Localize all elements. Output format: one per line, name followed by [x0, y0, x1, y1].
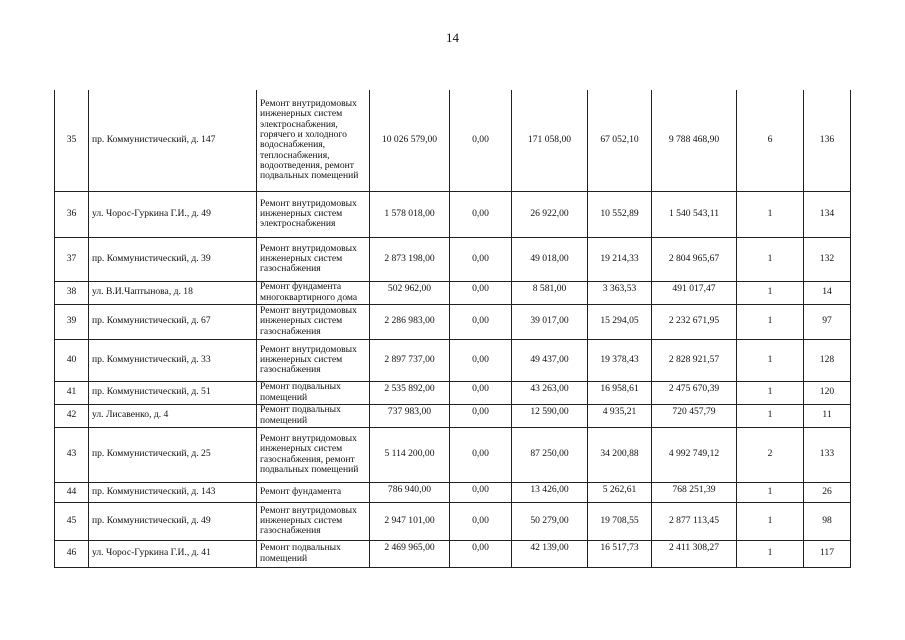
total-cost-cell: 786 940,00: [370, 482, 450, 502]
amount-cell: 2 828 921,57: [652, 339, 737, 381]
total-cost-cell: 2 469 965,00: [370, 540, 450, 567]
table-row: [55, 540, 851, 567]
address-cell: ул. Чорос-Гуркина Г.И., д. 49: [89, 191, 257, 237]
repair-registry-table: [54, 90, 851, 568]
amount-cell: 43 263,00: [512, 381, 588, 404]
table-row: [55, 237, 851, 281]
count-cell: 1: [737, 304, 804, 339]
table-row: [55, 381, 851, 404]
total-cost-cell: 2 897 737,00: [370, 339, 450, 381]
table-row: [55, 482, 851, 502]
amount-cell: 10 552,89: [588, 191, 652, 237]
amount-cell: 0,00: [450, 482, 512, 502]
amount-cell: 0,00: [450, 237, 512, 281]
address-cell: пр. Коммунистический, д. 51: [89, 381, 257, 404]
amount-cell: 1 540 543,11: [652, 191, 737, 237]
amount-cell: 2 877 113,45: [652, 502, 737, 540]
count-cell: 1: [737, 191, 804, 237]
count-cell: 117: [804, 540, 851, 567]
page-number: 14: [446, 30, 459, 45]
amount-cell: 0,00: [450, 304, 512, 339]
total-cost-cell: 2 286 983,00: [370, 304, 450, 339]
count-cell: 1: [737, 339, 804, 381]
amount-cell: 0,00: [450, 427, 512, 482]
amount-cell: 19 214,33: [588, 237, 652, 281]
address-cell: ул. Чорос-Гуркина Г.И., д. 41: [89, 540, 257, 567]
address-cell: пр. Коммунистический, д. 147: [89, 90, 257, 191]
amount-cell: 0,00: [450, 404, 512, 427]
work-description-cell: Ремонт внутридомовых инженерных систем электроснабжения: [257, 191, 370, 237]
table-row: [55, 427, 851, 482]
amount-cell: 87 250,00: [512, 427, 588, 482]
amount-cell: 16 517,73: [588, 540, 652, 567]
total-cost-cell: 5 114 200,00: [370, 427, 450, 482]
address-cell: ул. Лисавенко, д. 4: [89, 404, 257, 427]
address-cell: ул. В.И.Чаптынова, д. 18: [89, 281, 257, 304]
address-cell: пр. Коммунистический, д. 67: [89, 304, 257, 339]
table-row: [55, 191, 851, 237]
amount-cell: 0,00: [450, 339, 512, 381]
address-cell: пр. Коммунистический, д. 39: [89, 237, 257, 281]
count-cell: 6: [737, 90, 804, 191]
total-cost-cell: 737 983,00: [370, 404, 450, 427]
work-description-cell: Ремонт внутридомовых инженерных систем газоснабжения: [257, 237, 370, 281]
amount-cell: 26 922,00: [512, 191, 588, 237]
table-row: [55, 304, 851, 339]
count-cell: 26: [804, 482, 851, 502]
table-row: [55, 502, 851, 540]
amount-cell: 0,00: [450, 90, 512, 191]
amount-cell: 19 708,55: [588, 502, 652, 540]
amount-cell: 9 788 468,90: [652, 90, 737, 191]
amount-cell: 491 017,47: [652, 281, 737, 304]
amount-cell: 13 426,00: [512, 482, 588, 502]
work-description-cell: Ремонт внутридомовых инженерных систем электроснабжения, горячего и холодного водоснабжения, теплоснабжения, водоотведения, ремонт подвальных помещений: [257, 90, 370, 191]
work-description-cell: Ремонт подвальных помещений: [257, 540, 370, 567]
count-cell: 128: [804, 339, 851, 381]
total-cost-cell: 502 962,00: [370, 281, 450, 304]
work-description-cell: Ремонт внутридомовых инженерных систем газоснабжения: [257, 304, 370, 339]
amount-cell: 3 363,53: [588, 281, 652, 304]
amount-cell: 67 052,10: [588, 90, 652, 191]
amount-cell: 2 411 308,27: [652, 540, 737, 567]
count-cell: 120: [804, 381, 851, 404]
amount-cell: 49 437,00: [512, 339, 588, 381]
count-cell: 1: [737, 540, 804, 567]
amount-cell: 0,00: [450, 281, 512, 304]
work-description-cell: Ремонт фундамента многоквартирного дома: [257, 281, 370, 304]
count-cell: 136: [804, 90, 851, 191]
row-number: 44: [55, 482, 89, 502]
table-row: [55, 281, 851, 304]
row-number: 35: [55, 90, 89, 191]
work-description-cell: Ремонт внутридомовых инженерных систем газоснабжения: [257, 339, 370, 381]
amount-cell: 15 294,05: [588, 304, 652, 339]
amount-cell: 50 279,00: [512, 502, 588, 540]
work-description-cell: Ремонт внутридомовых инженерных систем газоснабжения, ремонт подвальных помещений: [257, 427, 370, 482]
amount-cell: 42 139,00: [512, 540, 588, 567]
row-number: 42: [55, 404, 89, 427]
count-cell: 97: [804, 304, 851, 339]
amount-cell: 34 200,88: [588, 427, 652, 482]
amount-cell: 0,00: [450, 502, 512, 540]
count-cell: 1: [737, 281, 804, 304]
count-cell: 1: [737, 502, 804, 540]
amount-cell: 49 018,00: [512, 237, 588, 281]
table-row: [55, 339, 851, 381]
amount-cell: 19 378,43: [588, 339, 652, 381]
total-cost-cell: 10 026 579,00: [370, 90, 450, 191]
row-number: 36: [55, 191, 89, 237]
amount-cell: 2 232 671,95: [652, 304, 737, 339]
total-cost-cell: 2 535 892,00: [370, 381, 450, 404]
count-cell: 2: [737, 427, 804, 482]
count-cell: 11: [804, 404, 851, 427]
table-row: [55, 90, 851, 191]
row-number: 46: [55, 540, 89, 567]
count-cell: 133: [804, 427, 851, 482]
amount-cell: 16 958,61: [588, 381, 652, 404]
row-number: 39: [55, 304, 89, 339]
amount-cell: 0,00: [450, 191, 512, 237]
row-number: 37: [55, 237, 89, 281]
amount-cell: 171 058,00: [512, 90, 588, 191]
total-cost-cell: 1 578 018,00: [370, 191, 450, 237]
amount-cell: 12 590,00: [512, 404, 588, 427]
row-number: 40: [55, 339, 89, 381]
amount-cell: 0,00: [450, 540, 512, 567]
count-cell: 1: [737, 482, 804, 502]
count-cell: 1: [737, 381, 804, 404]
amount-cell: 4 992 749,12: [652, 427, 737, 482]
count-cell: 134: [804, 191, 851, 237]
total-cost-cell: 2 873 198,00: [370, 237, 450, 281]
amount-cell: 0,00: [450, 381, 512, 404]
row-number: 41: [55, 381, 89, 404]
address-cell: пр. Коммунистический, д. 25: [89, 427, 257, 482]
table-body: [55, 90, 851, 567]
amount-cell: 4 935,21: [588, 404, 652, 427]
row-number: 45: [55, 502, 89, 540]
address-cell: пр. Коммунистический, д. 49: [89, 502, 257, 540]
amount-cell: 8 581,00: [512, 281, 588, 304]
row-number: 38: [55, 281, 89, 304]
work-description-cell: Ремонт фундамента: [257, 482, 370, 502]
total-cost-cell: 2 947 101,00: [370, 502, 450, 540]
amount-cell: 5 262,61: [588, 482, 652, 502]
amount-cell: 39 017,00: [512, 304, 588, 339]
address-cell: пр. Коммунистический, д. 33: [89, 339, 257, 381]
count-cell: 98: [804, 502, 851, 540]
amount-cell: 2 475 670,39: [652, 381, 737, 404]
amount-cell: 2 804 965,67: [652, 237, 737, 281]
amount-cell: 720 457,79: [652, 404, 737, 427]
amount-cell: 768 251,39: [652, 482, 737, 502]
address-cell: пр. Коммунистический, д. 143: [89, 482, 257, 502]
work-description-cell: Ремонт внутридомовых инженерных систем газоснабжения: [257, 502, 370, 540]
count-cell: 132: [804, 237, 851, 281]
count-cell: 1: [737, 237, 804, 281]
count-cell: 1: [737, 404, 804, 427]
work-description-cell: Ремонт подвальных помещений: [257, 404, 370, 427]
table-row: [55, 404, 851, 427]
work-description-cell: Ремонт подвальных помещений: [257, 381, 370, 404]
count-cell: 14: [804, 281, 851, 304]
row-number: 43: [55, 427, 89, 482]
